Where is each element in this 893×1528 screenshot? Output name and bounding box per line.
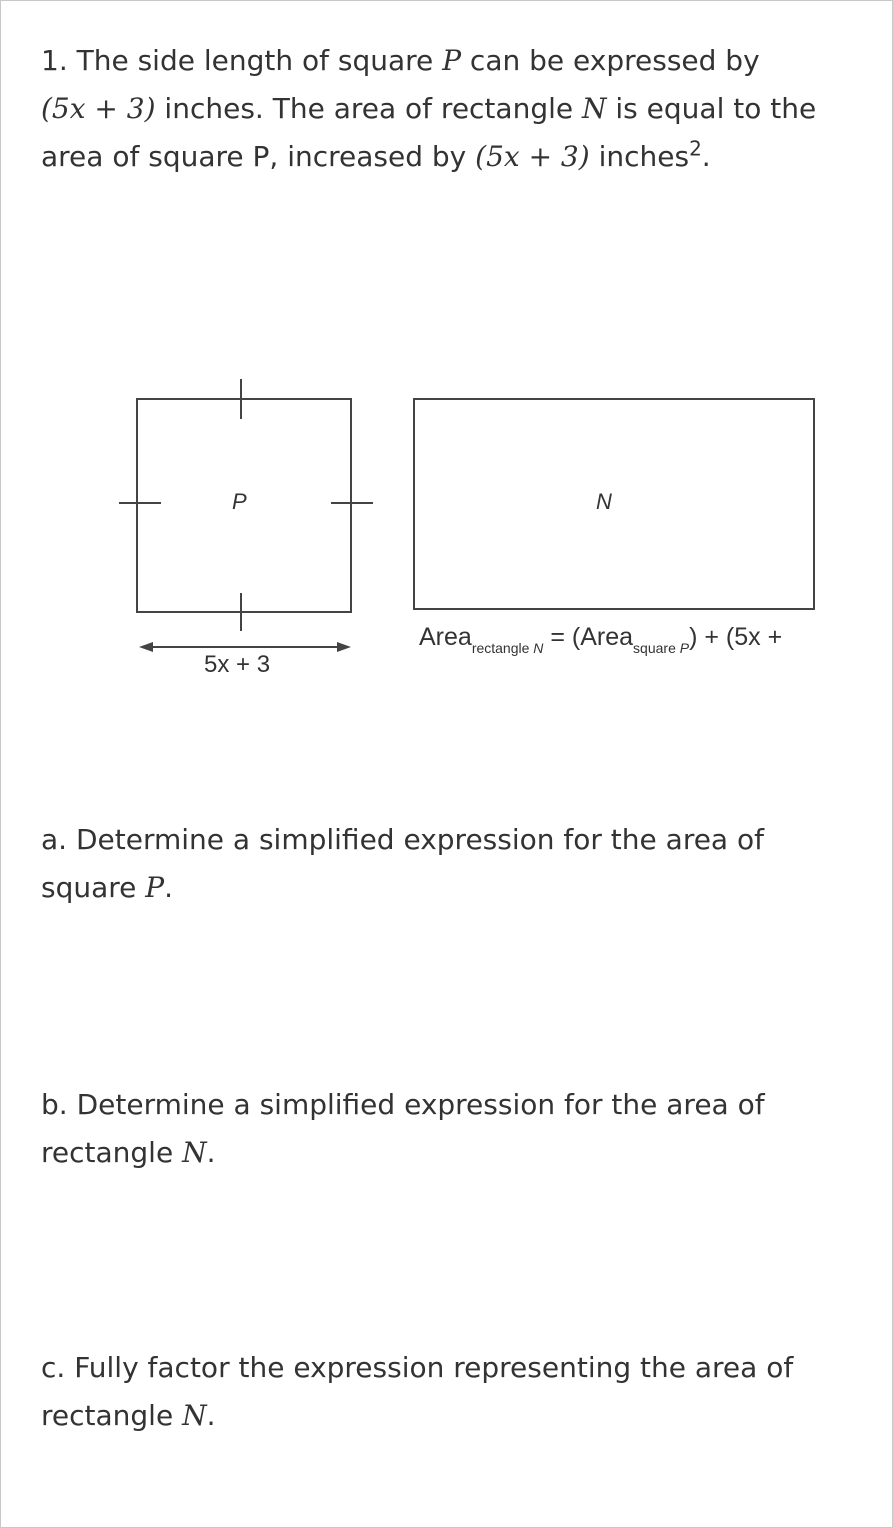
equation-subscript-var: N bbox=[533, 640, 544, 656]
question-a bbox=[41, 816, 841, 912]
question-text: a. Determine a simplified expression for the area of square bbox=[41, 823, 764, 904]
square-label: P bbox=[232, 489, 247, 514]
equation-term: Area bbox=[419, 623, 472, 651]
question-c bbox=[41, 1344, 841, 1440]
question-text: c. Fully factor the expression representing the area of rectangle bbox=[41, 1351, 794, 1432]
equation-term: ) + (5x + bbox=[689, 623, 783, 651]
rectangle-n-shape bbox=[414, 399, 814, 609]
variable-n: N bbox=[182, 1136, 207, 1169]
equation-subscript: square bbox=[633, 640, 680, 656]
question-b bbox=[41, 1081, 841, 1177]
figure bbox=[1, 361, 893, 691]
equation-subscript: rectangle bbox=[471, 640, 534, 656]
question-text: . bbox=[206, 1399, 216, 1432]
side-expression: (5x + 3) bbox=[41, 92, 156, 125]
question-text: b. Determine a simplified expression for the area of rectangle bbox=[41, 1088, 765, 1169]
problem-statement bbox=[41, 37, 841, 181]
intro-text: can be expressed by bbox=[461, 44, 760, 77]
exponent: 2 bbox=[689, 136, 702, 161]
intro-text: . bbox=[701, 140, 711, 173]
intro-text: 1. The side length of square bbox=[41, 44, 443, 77]
variable-n: N bbox=[582, 92, 607, 125]
intro-text: inches. The area of rectangle bbox=[155, 92, 582, 125]
intro-text: is equal to the area of square P, increased by bbox=[41, 92, 817, 173]
question-text: . bbox=[206, 1136, 216, 1169]
increase-expression: (5x + 3) bbox=[475, 140, 590, 173]
variable-p: P bbox=[145, 871, 165, 904]
rectangle-label: N bbox=[596, 489, 612, 514]
variable-n: N bbox=[182, 1399, 207, 1432]
arrow-right-icon bbox=[337, 642, 351, 652]
equation-subscript-var: P bbox=[679, 640, 690, 656]
side-length-label: 5x + 3 bbox=[204, 651, 271, 678]
arrow-left-icon bbox=[139, 642, 153, 652]
area-equation bbox=[419, 623, 783, 656]
variable-p: P bbox=[442, 44, 462, 77]
equation-term: = (Area bbox=[543, 623, 634, 651]
intro-text: inches bbox=[589, 140, 690, 173]
question-text: . bbox=[164, 871, 174, 904]
